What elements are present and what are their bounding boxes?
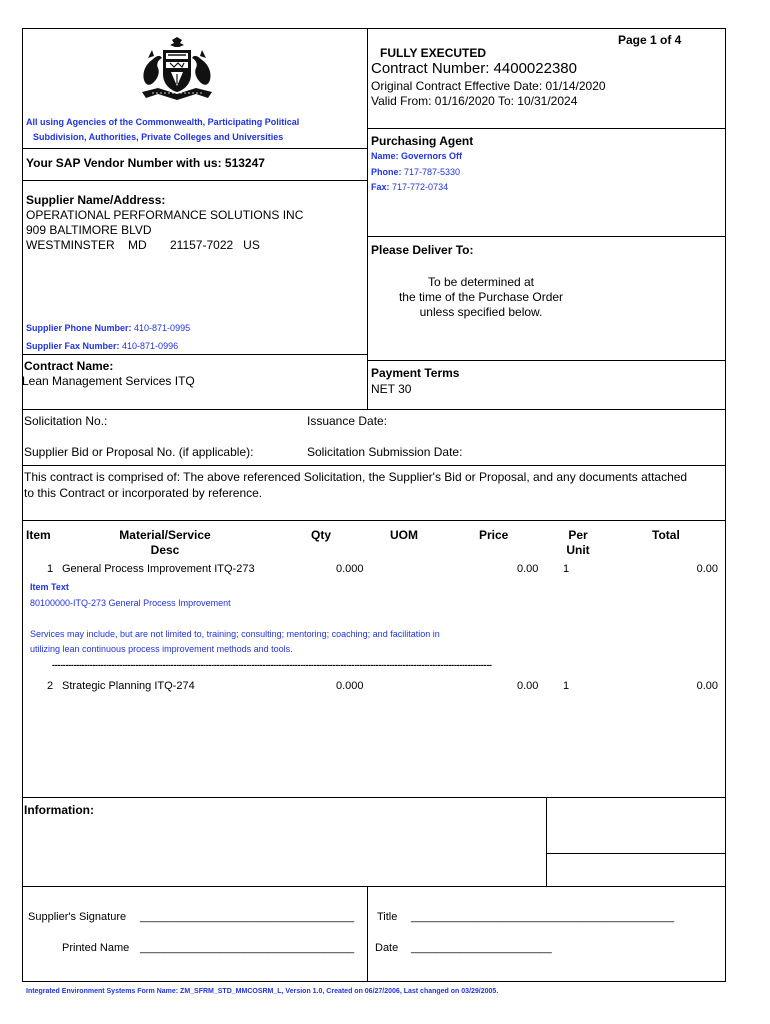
- supplier-fax-value: 410-871-0996: [122, 341, 179, 351]
- supplier-fax: [26, 341, 178, 351]
- commonwealth-seal: [138, 36, 216, 102]
- row2-desc: Strategic Planning ITQ-274: [62, 680, 195, 692]
- comprised-line2: to this Contract or incorporated by reference.: [24, 486, 263, 500]
- agent-name-label: Name:: [371, 151, 399, 161]
- supplier-phone-value: 410-871-0995: [134, 323, 191, 333]
- payment-terms-value: NET 30: [371, 382, 412, 396]
- services-line2: utilizing lean continuous process improvement methods and tools.: [30, 644, 293, 654]
- header-vdivider-top: [367, 28, 368, 128]
- rule-right-236: [367, 236, 726, 237]
- supplier-phone: [26, 323, 190, 333]
- deliver-line2: the time of the Purchase Order: [398, 290, 564, 304]
- printed-name-label: Printed Name: [62, 942, 130, 954]
- valid-dates: Valid From: 01/16/2020 To: 10/31/2024: [371, 94, 578, 108]
- rule-right-128: [367, 128, 726, 129]
- date-field[interactable]: _______________________: [411, 942, 552, 954]
- info-hline: [546, 853, 726, 854]
- submission-date: Solicitation Submission Date:: [307, 445, 463, 459]
- agent-name: [371, 151, 462, 161]
- agencies-line1: All using Agencies of the Commonwealth, Participating Political: [26, 117, 300, 127]
- row1-price: 0.00: [517, 563, 539, 575]
- agent-phone: [371, 167, 460, 177]
- supplier-street: 909 BALTIMORE BLVD: [26, 223, 152, 237]
- date-label: Date: [375, 942, 399, 954]
- col-price: Price: [479, 528, 509, 542]
- purchasing-agent-title: Purchasing Agent: [371, 134, 474, 148]
- col-desc-line2: Desc: [150, 543, 180, 557]
- row2-per: 1: [563, 680, 570, 692]
- col-qty: Qty: [311, 528, 332, 542]
- contract-number: Contract Number: 4400022380: [371, 60, 577, 77]
- printed-name-field[interactable]: ___________________________________: [140, 942, 355, 954]
- rule-full-409: [22, 409, 726, 410]
- rule-full-886: [22, 886, 726, 887]
- solicitation-no: Solicitation No.:: [24, 414, 108, 428]
- deliver-line1: To be determined at: [427, 275, 535, 289]
- row1-desc: General Process Improvement ITQ-273: [62, 563, 255, 575]
- supplier-city: WESTMINSTER MD 21157-7022 US: [26, 238, 260, 252]
- row1-per: 1: [563, 563, 570, 575]
- agent-fax: [371, 182, 448, 192]
- col-uom: UOM: [390, 528, 418, 542]
- services-line1: Services may include, but are not limited to, training; consulting; mentoring; coaching; and facilitation in: [30, 629, 440, 639]
- col-per-line2: Unit: [566, 543, 590, 557]
- payment-terms-title: Payment Terms: [371, 366, 460, 380]
- rule-full-465: [22, 465, 726, 466]
- title-label: Title: [377, 911, 398, 923]
- header-vdivider: [367, 128, 368, 409]
- supplier-bid-no: Supplier Bid or Proposal No. (if applicable):: [24, 445, 254, 459]
- issuance-date: Issuance Date:: [307, 414, 388, 428]
- title-field[interactable]: ___________________________________________: [411, 911, 675, 923]
- agent-fax-value: 717-772-0734: [392, 182, 449, 192]
- rule-full-520: [22, 520, 726, 521]
- item-text-line: 80100000-ITQ-273 General Process Improvement: [30, 598, 231, 608]
- col-desc-line1: Material/Service: [119, 528, 211, 542]
- row2-total: 0.00: [696, 680, 718, 692]
- row2-price: 0.00: [517, 680, 539, 692]
- frame-right: [725, 28, 726, 982]
- agent-phone-label: Phone:: [371, 167, 402, 177]
- col-total: Total: [652, 528, 680, 542]
- information-title: Information:: [24, 803, 94, 817]
- info-vline: [546, 797, 547, 887]
- agent-phone-value: 717-787-5330: [404, 167, 461, 177]
- rule-full-797: [22, 797, 726, 798]
- supplier-title: Supplier Name/Address:: [26, 193, 166, 207]
- table-row: [22, 563, 726, 577]
- frame-bottom: [22, 981, 726, 982]
- frame-top: [22, 28, 726, 29]
- status-label: FULLY EXECUTED: [380, 46, 487, 60]
- supplier-name: OPERATIONAL PERFORMANCE SOLUTIONS INC: [26, 208, 304, 222]
- rule-left-354: [22, 354, 368, 355]
- row-separator: -------------------------------------------------------------------------------------------------------------------------------------------------------------------: [52, 660, 492, 670]
- contract-name-title: Contract Name:: [24, 359, 114, 373]
- frame-left: [22, 28, 23, 982]
- row2-item: 2: [47, 680, 54, 692]
- item-text-label: Item Text: [30, 582, 69, 592]
- rule-right-360: [367, 360, 726, 361]
- row1-qty: 0.000: [336, 563, 364, 575]
- supplier-signature-field[interactable]: ___________________________________: [140, 911, 355, 923]
- page-indicator: Page 1 of 4: [618, 33, 682, 47]
- signature-vline: [367, 886, 368, 982]
- row1-total: 0.00: [696, 563, 718, 575]
- supplier-signature-label: Supplier's Signature: [28, 911, 127, 923]
- supplier-fax-label: Supplier Fax Number:: [26, 341, 120, 351]
- supplier-phone-label: Supplier Phone Number:: [26, 323, 132, 333]
- deliver-line3: unless specified below.: [419, 305, 543, 319]
- agencies-line2: Subdivision, Authorities, Private Colleges and Universities: [33, 132, 284, 142]
- sap-vendor-number: Your SAP Vendor Number with us: 513247: [26, 156, 265, 170]
- contract-name-value: Lean Management Services ITQ: [22, 374, 195, 388]
- col-item: Item: [26, 528, 51, 542]
- rule-left-148: [22, 148, 368, 149]
- col-per-line1: Per: [568, 528, 588, 542]
- form-footer: Integrated Environment Systems Form Name: ZM_SFRM_STD_MMCOSRM_L, Version 1.0, Created on 06/27/2006, Last changed on 03/29/2005.: [26, 988, 499, 995]
- comprised-line1: This contract is comprised of: The above referenced Solicitation, the Supplier's Bid or Proposal, and any documents attached: [24, 470, 688, 484]
- deliver-title: Please Deliver To:: [371, 243, 474, 257]
- row1-item: 1: [47, 563, 54, 575]
- original-effective-date: Original Contract Effective Date: 01/14/2020: [371, 79, 606, 93]
- table-row: [22, 680, 726, 694]
- rule-left-180: [22, 180, 368, 181]
- agent-name-value: Governors Off: [401, 151, 463, 161]
- agent-fax-label: Fax:: [371, 182, 390, 192]
- row2-qty: 0.000: [336, 680, 364, 692]
